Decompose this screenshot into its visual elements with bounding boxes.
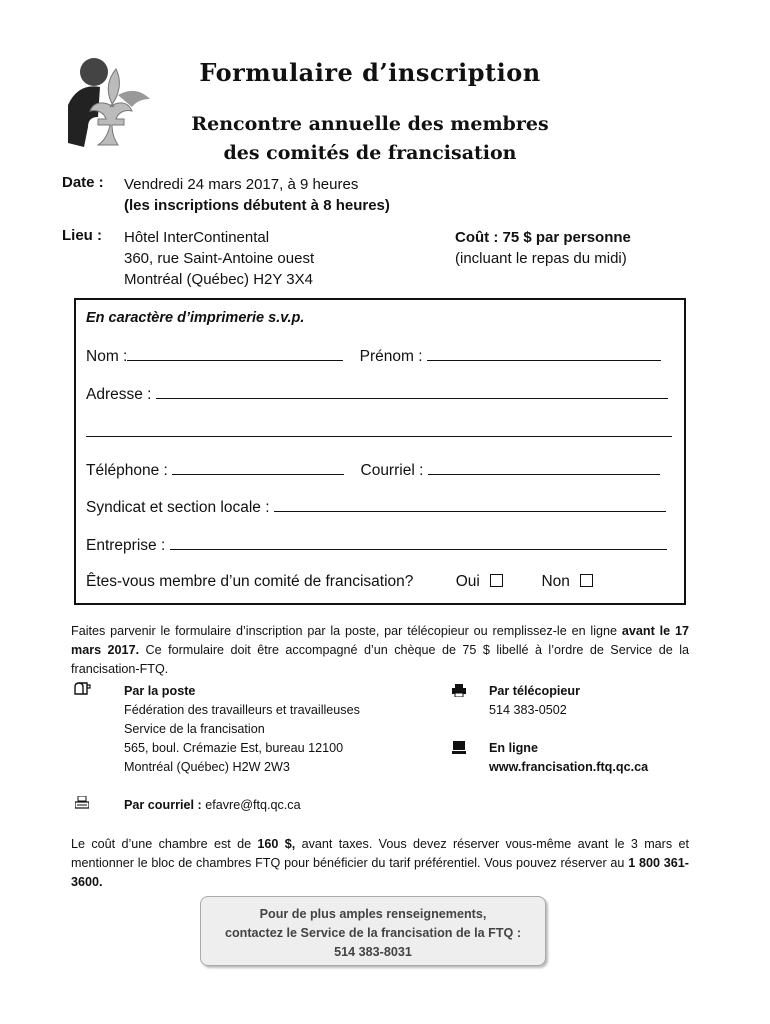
hotel-text-a: Le coût d’une chambre est de (71, 837, 258, 851)
nom-field[interactable] (127, 346, 343, 361)
oui-label: Oui (455, 573, 480, 590)
entreprise-label: Entreprise : (86, 537, 166, 554)
form-subtitle (160, 110, 580, 168)
instructions-text-b: Ce formulaire doit être accompagné d’un chèque de 75 $ libellé à l’ordre de Service de la francisation-FTQ. (71, 643, 689, 676)
info-line-3: 514 383-8031 (334, 945, 412, 959)
non-checkbox[interactable] (580, 574, 593, 587)
adresse-field-2[interactable] (86, 422, 672, 437)
contact-row (86, 460, 660, 480)
info-box (200, 896, 546, 966)
address-row-2 (86, 422, 672, 442)
mail-line-1: Fédération des travailleurs et travailleuses (124, 703, 360, 717)
syndicat-row (86, 497, 666, 517)
prenom-label: Prénom : (359, 348, 423, 365)
lieu-label: Lieu : (62, 227, 102, 244)
info-line-1: Pour de plus amples renseignements, (259, 907, 487, 921)
oui-checkbox[interactable] (490, 574, 503, 587)
name-row (86, 346, 661, 366)
online-url[interactable]: www.francisation.ftq.qc.ca (489, 760, 649, 774)
cost-value: Coût : 75 $ par personne (455, 229, 631, 246)
email-icon (75, 796, 89, 813)
non-label: Non (541, 573, 570, 590)
form-title: Formulaire d’inscription (199, 58, 541, 87)
date-line-2: (les inscriptions débutent à 8 heures) (124, 197, 390, 214)
email-label: Par courriel : (124, 798, 202, 812)
subtitle-line-2: des comités de francisation (223, 142, 517, 164)
hotel-text-b: avant taxes. Vous devez réserver vous-même avant le 3 mars et mentionner le bloc de chambres FTQ pour bénéficier du tarif préférentiel. Vous pouvez réserver au (71, 837, 690, 870)
mail-line-2: Service de la francisation (124, 722, 265, 736)
subtitle-line-1: Rencontre annuelle des membres (191, 113, 549, 135)
lieu-value (124, 227, 314, 290)
email-line (124, 796, 301, 815)
membership-row (86, 573, 593, 591)
fax-label: Par télécopieur (489, 684, 580, 698)
adresse-field[interactable] (156, 384, 668, 399)
hotel-info (71, 835, 689, 892)
registration-form (74, 298, 686, 605)
lieu-line-2: 360, rue Saint-Antoine ouest (124, 250, 315, 267)
lieu-line-3: Montréal (Québec) H2Y 3X4 (124, 271, 313, 288)
instructions-text-a: Faites parvenir le formulaire d’inscription par la poste, par télécopieur ou remplissez-le en ligne (71, 624, 622, 638)
online-label: En ligne (489, 741, 538, 755)
hotel-phone: 1 800 361-3600. (71, 856, 689, 889)
fax-icon (452, 684, 466, 700)
prenom-field[interactable] (427, 346, 661, 361)
mail-block (124, 682, 360, 777)
date-label: Date : (62, 174, 104, 191)
address-row (86, 384, 668, 404)
form-instruction: En caractère d’imprimerie s.v.p. (86, 310, 305, 326)
mailbox-icon (73, 682, 91, 699)
lieu-line-1: Hôtel InterContinental (124, 229, 270, 246)
date-line-1: Vendredi 24 mars 2017, à 9 heures (124, 176, 359, 193)
email-value[interactable]: efavre@ftq.qc.ca (201, 798, 301, 812)
mail-label: Par la poste (124, 684, 196, 698)
syndicat-field[interactable] (274, 497, 666, 512)
courriel-field[interactable] (428, 460, 660, 475)
fax-block (489, 682, 580, 720)
ftq-logo (58, 55, 158, 155)
room-price: 160 $, (257, 837, 296, 851)
submission-instructions (71, 622, 689, 679)
adresse-label: Adresse : (86, 386, 152, 403)
online-block (489, 739, 648, 777)
telephone-label: Téléphone : (86, 462, 168, 479)
cost-block (455, 227, 631, 269)
courriel-label: Courriel : (360, 462, 424, 479)
entreprise-field[interactable] (170, 535, 667, 550)
date-value (124, 174, 390, 216)
syndicat-label: Syndicat et section locale : (86, 499, 270, 516)
cost-note: (incluant le repas du midi) (455, 250, 627, 267)
fax-number: 514 383-0502 (489, 703, 567, 717)
telephone-field[interactable] (172, 460, 344, 475)
deadline: avant le 17 mars 2017. (71, 624, 689, 657)
mail-line-3: 565, boul. Crémazie Est, bureau 12100 (124, 741, 344, 755)
mail-line-4: Montréal (Québec) H2W 2W3 (124, 760, 290, 774)
computer-icon (452, 741, 466, 757)
membership-question: Êtes-vous membre d’un comité de francisation? (86, 573, 414, 590)
entreprise-row (86, 535, 667, 555)
info-line-2: contactez le Service de la francisation de la FTQ : (224, 926, 522, 940)
nom-label: Nom : (86, 348, 128, 365)
